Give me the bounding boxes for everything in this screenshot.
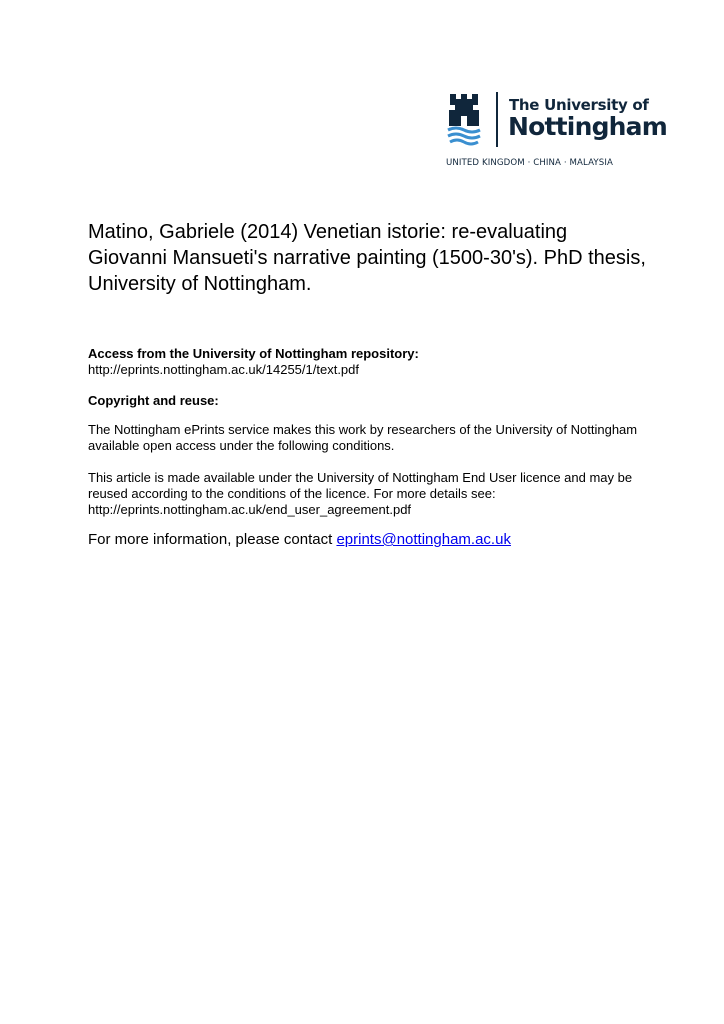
contact-email-link[interactable]: eprints@nottingham.ac.uk <box>336 531 511 548</box>
logo-tagline: UNITED KINGDOM · CHINA · MALAYSIA <box>446 158 613 168</box>
access-heading: Access from the University of Nottingham repository: <box>88 346 419 361</box>
copyright-paragraph-1: The Nottingham ePrints service makes this work by researchers of the University of Nottingham available open access under the following conditions. <box>88 422 638 453</box>
licence-url[interactable]: http://eprints.nottingham.ac.uk/end_user_agreement.pdf <box>88 502 412 517</box>
university-logo <box>446 92 667 172</box>
contact-line <box>88 531 511 549</box>
copyright-paragraph-2 <box>88 470 648 518</box>
access-url[interactable]: http://eprints.nottingham.ac.uk/14255/1/text.pdf <box>88 362 360 377</box>
licence-text: This article is made available under the University of Nottingham End User licence and may be reused according to the conditions of the licence. For more details see: <box>88 470 633 501</box>
logo-divider <box>496 92 498 147</box>
logo-university-of: The University of <box>509 96 649 114</box>
citation-title: Matino, Gabriele (2014) Venetian istorie: re-evaluating Giovanni Mansueti's narrative painting (1500-30's). PhD thesis, University of Nottingham. <box>88 221 646 295</box>
copyright-heading: Copyright and reuse: <box>88 393 219 408</box>
contact-text: For more information, please contact <box>88 531 337 548</box>
access-section <box>88 346 648 378</box>
castle-crest-icon <box>446 94 486 146</box>
logo-nottingham: Nottingham <box>508 112 667 141</box>
